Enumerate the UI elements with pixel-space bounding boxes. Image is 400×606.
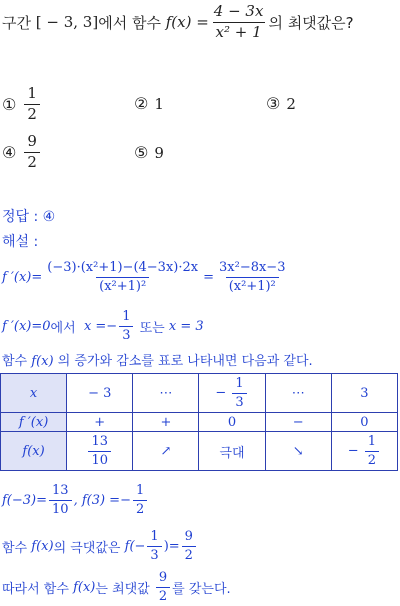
zero-fraction [119, 310, 133, 342]
choice-mark: ② [134, 94, 149, 113]
zero-line [2, 306, 204, 346]
choice-5[interactable] [134, 143, 164, 162]
derivative-den-2: (x²+1)² [226, 277, 279, 294]
conclusion-c: 를 갖는다. [172, 581, 231, 597]
choice-value: 1 [154, 95, 164, 113]
table-cell: 0 [199, 413, 265, 432]
question-func: f(x) = [165, 13, 209, 31]
explanation-label: 해설 : [2, 234, 39, 250]
max-f: f(x) [31, 538, 54, 554]
choice-mark: ① [2, 94, 17, 114]
cell-num: 1 [235, 375, 244, 391]
max-den: 3 [147, 546, 161, 563]
values-line [2, 480, 149, 520]
table-cell [331, 432, 397, 471]
table-cell: 극대 [199, 432, 265, 471]
cell-den: 3 [232, 393, 246, 410]
choice-fraction [24, 131, 40, 171]
increase-arrow-icon: ↗ [133, 432, 199, 471]
cell-sign: − [347, 443, 359, 459]
derivative-fraction [44, 261, 201, 293]
table-header-fprime: f ′(x) [1, 413, 67, 432]
conclusion-num: 9 [158, 569, 168, 585]
cell-num: 13 [91, 433, 108, 449]
decrease-arrow-icon: ↘ [265, 432, 331, 471]
values-b: , f(3) =− [73, 492, 131, 508]
values-a-den: 10 [49, 500, 72, 517]
zero-mid: 에서 [50, 320, 76, 336]
table-row [1, 413, 398, 432]
conclusion-den: 2 [156, 587, 170, 604]
zero-den: 3 [119, 326, 133, 343]
table-intro-a: 함수 [2, 354, 28, 369]
zero-lhs: f ′(x)=0 [2, 318, 51, 334]
question-den: x² + 1 [213, 22, 265, 41]
zero-x2: x = 3 [168, 318, 204, 334]
derivative-num-2: 3x²−8x−3 [219, 259, 286, 275]
table-row [1, 374, 398, 413]
table-cell: ⋯ [133, 374, 199, 413]
conclusion-a: 따라서 함수 [2, 581, 69, 597]
max-close: )= [163, 538, 180, 554]
choice-den: 2 [24, 152, 40, 171]
choice-value: 9 [154, 144, 164, 162]
table-cell: − [265, 413, 331, 432]
question-fraction [211, 1, 267, 41]
max-fraction [147, 530, 161, 562]
derivative-eq: = [203, 269, 214, 285]
choice-mark: ④ [2, 142, 17, 162]
values-b-num: 1 [135, 482, 145, 498]
table-cell: 0 [331, 413, 397, 432]
zero-num: 1 [122, 308, 131, 324]
max-expr: f(− [124, 538, 146, 554]
choice-value: 2 [286, 95, 296, 113]
table-cell: 3 [331, 374, 397, 413]
choice-num: 1 [27, 83, 37, 102]
table-row [1, 432, 398, 471]
table-intro [2, 350, 313, 369]
zero-x: x =− [83, 318, 118, 334]
choice-mark: ③ [266, 94, 281, 113]
cell-den: 2 [365, 451, 379, 468]
derivative-den: (x²+1)² [96, 277, 149, 294]
values-a: f(−3)= [2, 492, 48, 508]
derivative-num: (−3)·(x²+1)−(4−3x)·2x [47, 259, 199, 275]
cell-sign: − [215, 385, 227, 401]
max-b: 의 극댓값은 [53, 540, 121, 556]
sign-table [0, 373, 398, 471]
max-num-2: 9 [184, 528, 193, 544]
zero-or: 또는 [139, 320, 165, 336]
derivative-lhs: f ′(x)= [2, 269, 43, 285]
derivative-line [2, 254, 290, 300]
question-num: 4 − 3x [213, 1, 264, 20]
table-cell [67, 432, 133, 471]
conclusion-fraction [156, 571, 170, 603]
choice-fraction [24, 83, 40, 123]
values-b-den: 2 [133, 500, 147, 517]
values-fraction-a [49, 484, 72, 516]
max-den-2: 2 [182, 546, 196, 563]
max-line [2, 526, 198, 566]
choice-den: 2 [24, 104, 40, 123]
choice-3[interactable] [266, 94, 296, 113]
choice-num: 9 [27, 131, 37, 150]
choice-2[interactable] [134, 94, 164, 113]
question-suffix: 의 최댓값은? [268, 13, 354, 32]
table-header-x: x [1, 374, 67, 413]
conclusion [2, 568, 231, 606]
table-intro-b: 의 증가와 감소를 표로 나타내면 다음과 같다. [57, 354, 313, 369]
derivative-fraction-2 [216, 261, 288, 293]
question-prefix: 구간 [2, 13, 31, 32]
answer-value: ④ [42, 209, 56, 225]
table-intro-f: f(x) [31, 354, 54, 369]
answer-label: 정답 : [2, 209, 39, 225]
table-header-f: f(x) [1, 432, 67, 471]
cell-fraction [232, 377, 246, 409]
choice-mark: ⑤ [134, 143, 149, 162]
choice-1[interactable] [2, 83, 42, 123]
values-a-num: 13 [52, 482, 69, 498]
table-cell: + [67, 413, 133, 432]
cell-num: 1 [367, 433, 377, 449]
max-a: 함수 [2, 540, 28, 556]
conclusion-b: 는 최댓값 [95, 581, 150, 597]
answer [2, 206, 55, 226]
table-cell: + [133, 413, 199, 432]
cell-fraction [88, 435, 111, 467]
max-fraction-2 [182, 530, 196, 562]
question-mid: 에서 함수 [98, 13, 161, 32]
conclusion-f: f(x) [73, 579, 96, 595]
question-interval: [ − 3, 3] [35, 13, 99, 31]
cell-den: 10 [88, 451, 111, 468]
table-cell [199, 374, 265, 413]
table-cell: − 3 [67, 374, 133, 413]
question [2, 2, 354, 42]
choice-4[interactable] [2, 131, 42, 171]
table-cell: ⋯ [265, 374, 331, 413]
values-fraction-b [133, 484, 147, 516]
max-num: 1 [150, 528, 159, 544]
cell-fraction [365, 435, 379, 467]
